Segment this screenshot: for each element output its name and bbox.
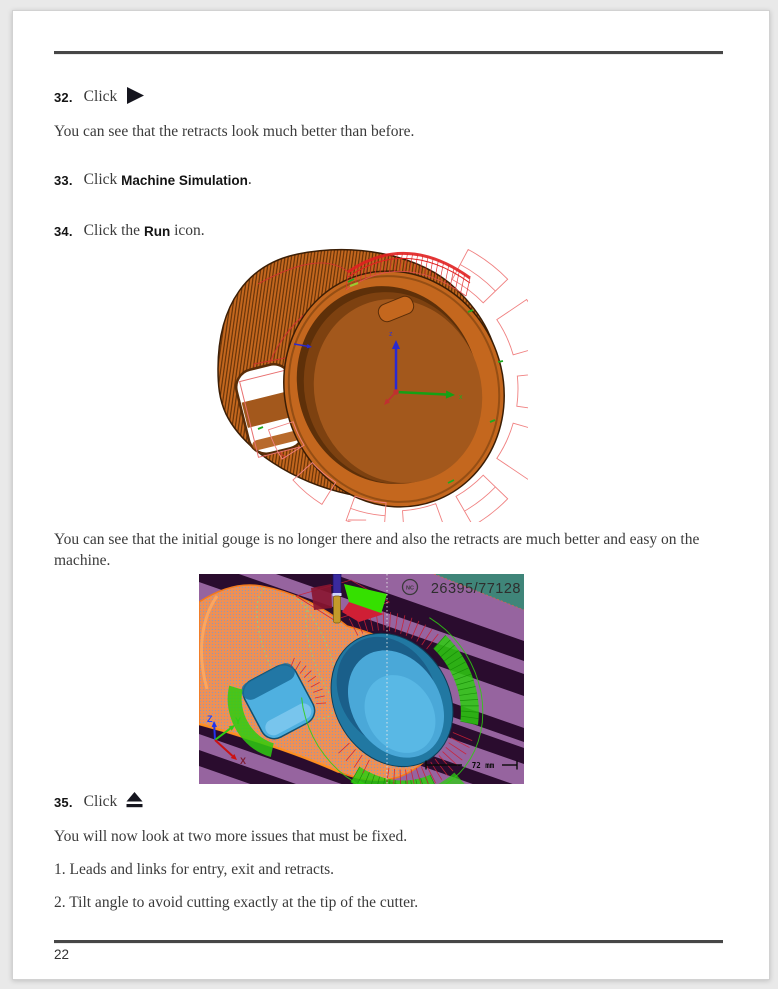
header-rule (54, 51, 723, 54)
scale-bar-label: 72 mm (471, 760, 495, 770)
step-bold-term: Machine Simulation (121, 172, 248, 188)
step-text: Click (83, 88, 118, 105)
toolpath-simulation-figure (198, 244, 528, 522)
footer-rule (54, 940, 723, 943)
step-number: 34. (54, 223, 73, 239)
list-item: 1. Leads and links for entry, exit and retracts. (54, 861, 335, 878)
step-number: 32. (54, 89, 73, 105)
tool-collar (333, 593, 342, 596)
axis-z-label: Z (207, 714, 213, 724)
axis-y-label: Y (235, 716, 242, 726)
step-32 (54, 88, 145, 106)
step-text: Click the (83, 222, 144, 239)
step-bold-term: Run (143, 223, 171, 239)
play-icon (126, 87, 145, 104)
step-number: 35. (54, 794, 73, 810)
step-text: . (247, 171, 252, 188)
retract-patch-maroon (311, 584, 332, 610)
axis-z-label: z (389, 331, 393, 338)
eject-icon (126, 792, 143, 808)
tool-holder (334, 596, 341, 623)
step-number: 33. (54, 172, 73, 188)
machine-simulation-figure (199, 574, 524, 784)
step-35 (54, 793, 143, 811)
step-text: Click (83, 171, 122, 188)
paragraph: You will now look at two more issues that must be fixed. (54, 828, 408, 845)
list-item: 2. Tilt angle to avoid cutting exactly at the tip of the cutter. (54, 894, 419, 911)
paragraph: You can see that the initial gouge is no longer there and also the retracts are much better and easy on the machine. (54, 531, 700, 569)
page-number: 22 (54, 947, 70, 962)
axis-x-label: x (459, 394, 463, 401)
page-paper (12, 10, 770, 980)
step-33 (54, 171, 252, 189)
step-text: icon. (170, 222, 205, 239)
nc-counter-value: 26395/77128 (430, 581, 521, 597)
nc-badge-label: NC (406, 585, 414, 592)
axis-x-label: X (240, 756, 247, 766)
step-text: Click (83, 793, 118, 810)
step-34 (54, 222, 205, 240)
tool-shaft (333, 574, 341, 594)
paragraph: You can see that the retracts look much better than before. (54, 123, 415, 140)
